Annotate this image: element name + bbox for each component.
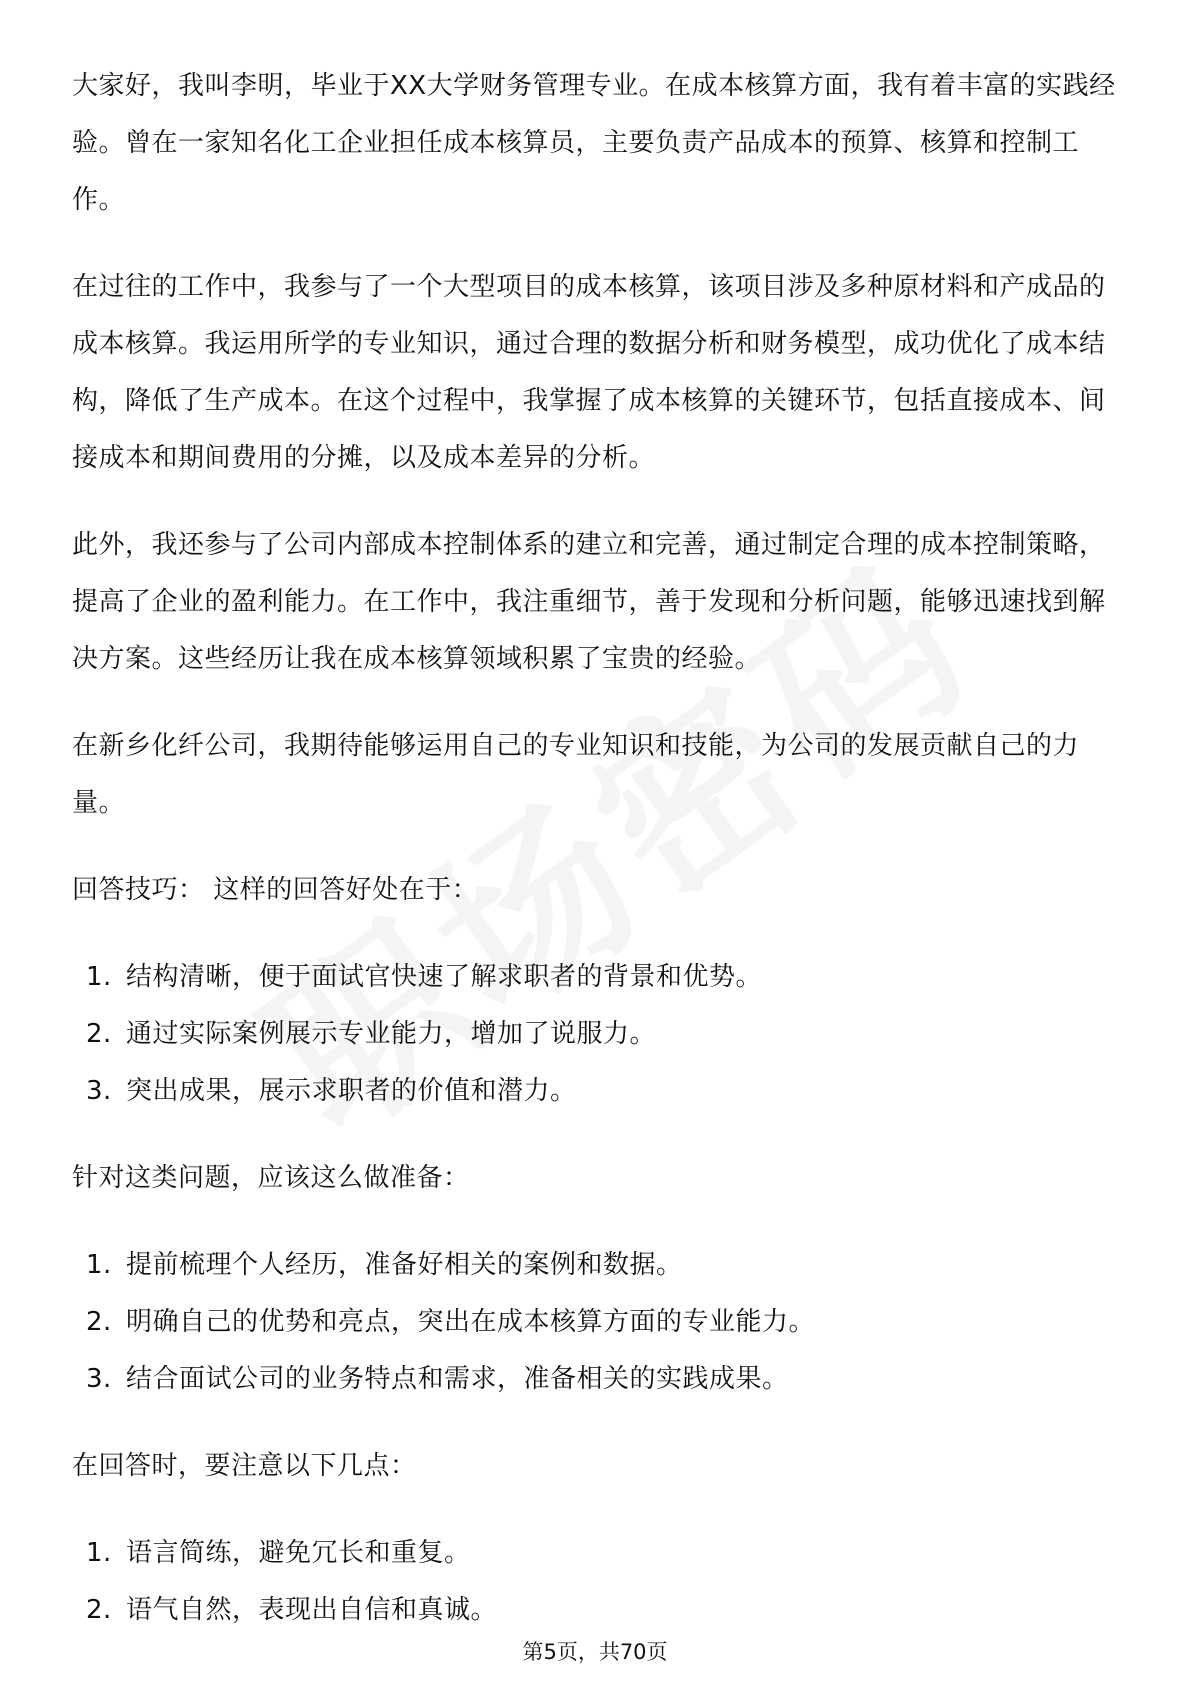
list-item bbox=[72, 1351, 1122, 1408]
paragraph-experience: 在过往的工作中，我参与了一个大型项目的成本核算，该项目涉及多种原材料和产成品的成本核算。我运用所学的专业知识，通过合理的数据分析和财务模型，成功优化了成本结构，降低了生产成本。在这个过程中，我掌握了成本核算的关键环节，包括直接成本、间接成本和期间费用的分摊，以及成本差异的分析。 bbox=[72, 272, 1106, 473]
paragraph-closing: 在新乡化纤公司，我期待能够运用自己的专业知识和技能，为公司的发展贡献自己的力量。 bbox=[72, 731, 1080, 818]
list-item bbox=[72, 1582, 1122, 1639]
list-text: 语气自然，表现出自信和真诚。 bbox=[126, 1595, 498, 1625]
list-text: 结合面试公司的业务特点和需求，准备相关的实践成果。 bbox=[126, 1364, 789, 1394]
list-item bbox=[72, 1006, 1122, 1063]
list-item bbox=[72, 949, 1122, 1006]
list-number: 3. bbox=[86, 1364, 112, 1394]
list-item bbox=[72, 1525, 1122, 1582]
notes-heading: 在回答时，要注意以下几点： bbox=[72, 1451, 417, 1481]
list-text: 明确自己的优势和亮点，突出在成本核算方面的专业能力。 bbox=[126, 1307, 816, 1337]
list-text: 结构清晰，便于面试官快速了解求职者的背景和优势。 bbox=[126, 962, 763, 992]
list-number: 1. bbox=[86, 962, 112, 992]
list-number: 1. bbox=[86, 1538, 112, 1568]
list-item bbox=[72, 1063, 1122, 1120]
tips-list bbox=[72, 949, 1122, 1120]
list-number: 2. bbox=[86, 1019, 112, 1049]
list-text: 通过实际案例展示专业能力，增加了说服力。 bbox=[126, 1019, 657, 1049]
list-item bbox=[72, 1294, 1122, 1351]
list-number: 3. bbox=[86, 1076, 112, 1106]
paragraph-intro: 大家好，我叫李明，毕业于XX大学财务管理专业。在成本核算方面，我有着丰富的实践经验。曾在一家知名化工企业担任成本核算员，主要负责产品成本的预算、核算和控制工作。 bbox=[72, 71, 1116, 215]
prep-heading: 针对这类问题，应该这么做准备： bbox=[72, 1163, 470, 1193]
list-text: 提前梳理个人经历，准备好相关的案例和数据。 bbox=[126, 1250, 683, 1280]
list-number: 2. bbox=[86, 1307, 112, 1337]
prep-list bbox=[72, 1237, 1122, 1408]
paragraph-additional: 此外，我还参与了公司内部成本控制体系的建立和完善，通过制定合理的成本控制策略，提高了企业的盈利能力。在工作中，我注重细节，善于发现和分析问题，能够迅速找到解决方案。这些经历让我在成本核算领域积累了宝贵的经验。 bbox=[72, 530, 1106, 674]
list-text: 语言简练，避免冗长和重复。 bbox=[126, 1538, 471, 1568]
list-text: 突出成果，展示求职者的价值和潜力。 bbox=[126, 1076, 577, 1106]
notes-list bbox=[72, 1525, 1122, 1639]
list-item bbox=[72, 1237, 1122, 1294]
page-footer: 第5页，共70页 bbox=[522, 1640, 668, 1664]
list-number: 1. bbox=[86, 1250, 112, 1280]
tips-heading: 回答技巧： 这样的回答好处在于： bbox=[72, 875, 479, 905]
document-body bbox=[72, 58, 1122, 1669]
list-number: 2. bbox=[86, 1595, 112, 1625]
